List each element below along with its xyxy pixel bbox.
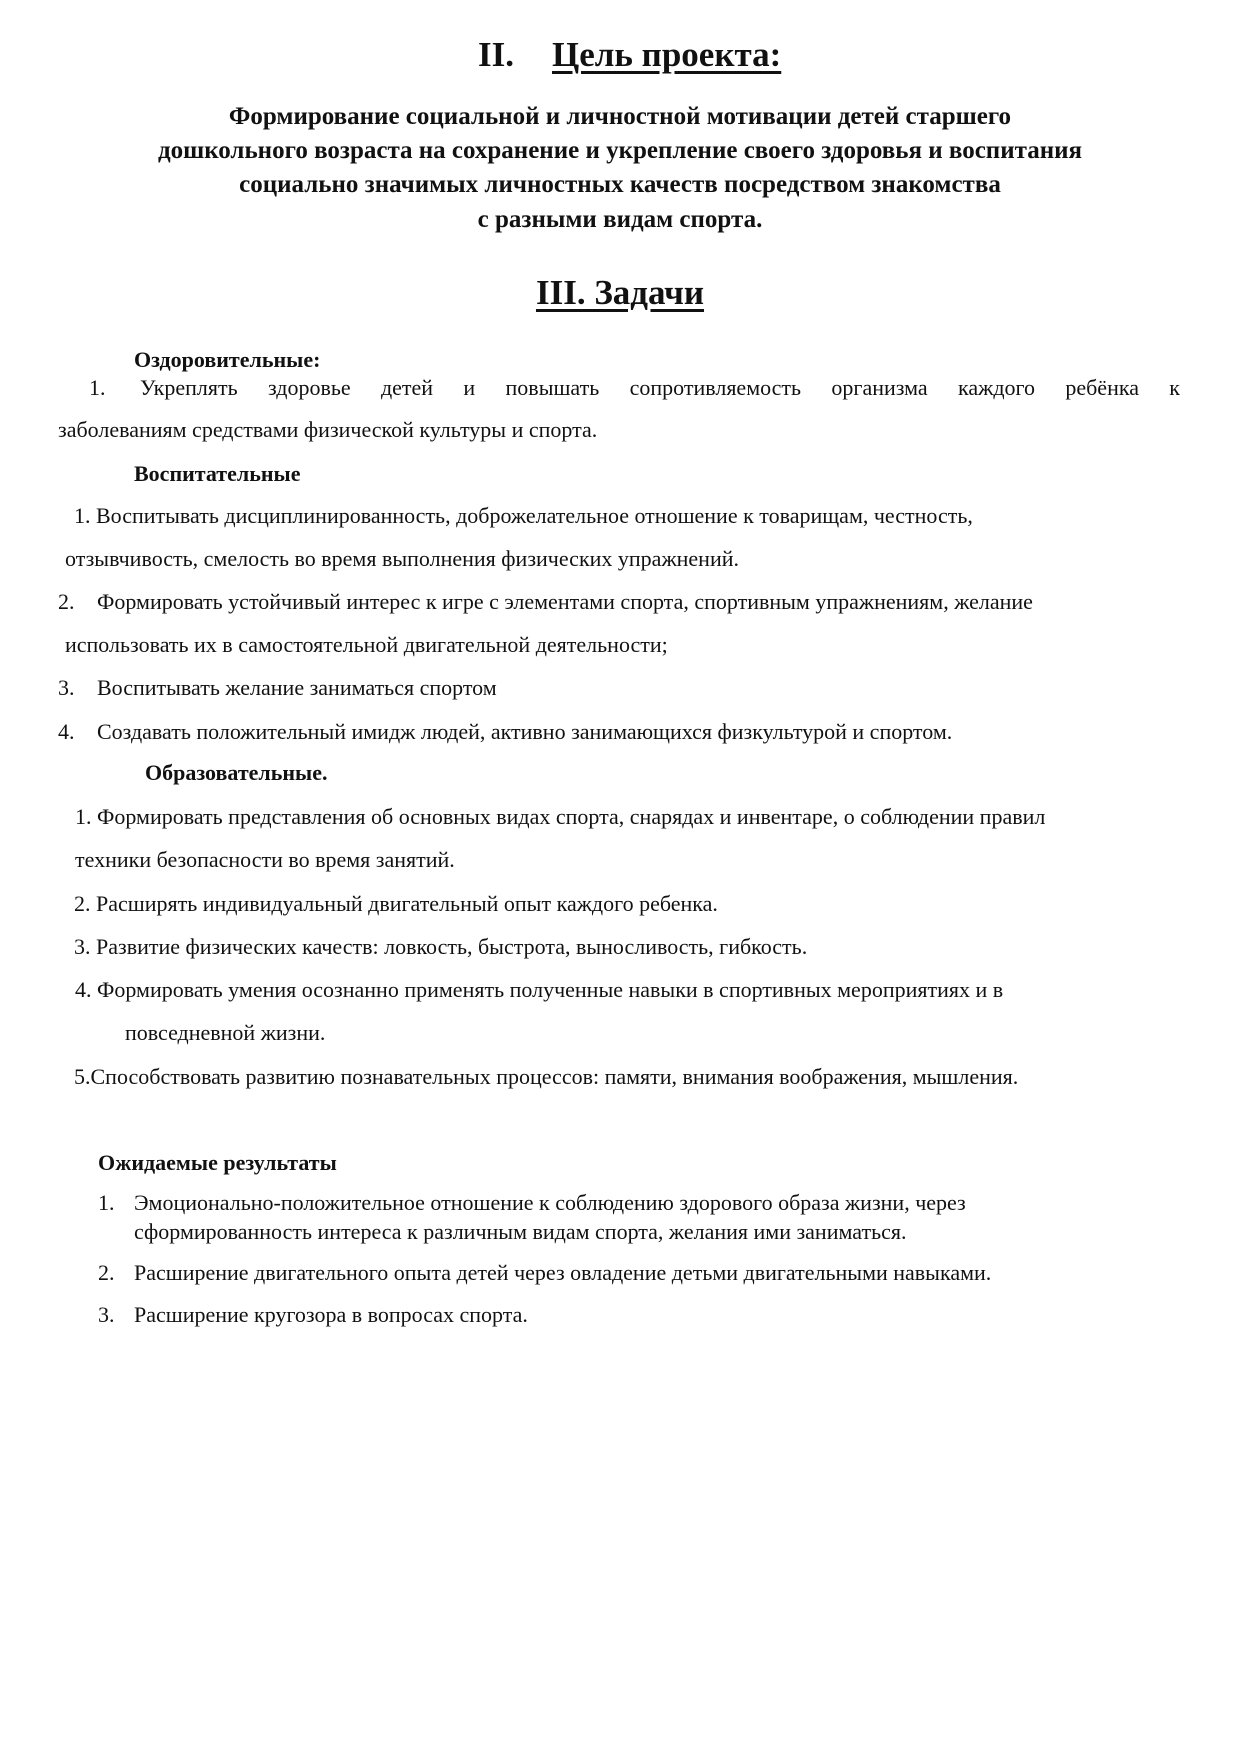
goal-line: с разными видам спорта. xyxy=(477,206,763,233)
education-item-1-cont: техники безопасности во время занятий. xyxy=(75,847,455,872)
item-number: 2. xyxy=(98,1260,115,1285)
item-number: 3. xyxy=(98,1302,115,1327)
upbringing-item-1-cont: отзывчивость, смелость во время выполнения физических упражнений. xyxy=(65,546,739,571)
result-item-1-cont: сформированность интереса к различным видам спорта, желания ими заниматься. xyxy=(134,1219,907,1244)
subheading-upbringing: Воспитательные xyxy=(134,461,301,486)
upbringing-item-3: Воспитывать желание заниматься спортом xyxy=(97,675,497,700)
section-title: Цель проекта: xyxy=(552,35,782,74)
section-number: II. xyxy=(478,35,514,74)
health-item-1-cont: заболеваниям средствами физической культуры и спорта. xyxy=(58,417,598,442)
upbringing-item-2: Формировать устойчивый интерес к игре с элементами спорта, спортивным упражнениям, желание xyxy=(97,589,1033,614)
education-item-3: 3. Развитие физических качеств: ловкость, быстрота, выносливость, гибкость. xyxy=(74,934,808,959)
goal-line: социально значимых личностных качеств посредством знакомства xyxy=(239,171,1001,198)
upbringing-item-1: 1. Воспитывать дисциплинированность, доброжелательное отношение к товарищам, честность, xyxy=(74,503,973,528)
item-number: 1. xyxy=(98,1190,115,1215)
education-item-1: 1. Формировать представления об основных видах спорта, снарядах и инвентаре, о соблюдении правил xyxy=(75,804,1046,829)
item-number: 3. xyxy=(58,675,75,700)
item-number: 1. xyxy=(89,375,106,400)
result-item-3: Расширение кругозора в вопросах спорта. xyxy=(134,1302,528,1327)
education-item-4: 4. Формировать умения осознанно применять полученные навыки в спортивных мероприятиях и в xyxy=(75,977,1004,1002)
goal-line: дошкольного возраста на сохранение и укрепление своего здоровья и воспитания xyxy=(157,137,1083,164)
result-item-1: Эмоционально-положительное отношение к соблюдению здорового образа жизни, через xyxy=(134,1190,966,1215)
education-item-5: 5.Способствовать развитию познавательных процессов: памяти, внимания воображения, мышления. xyxy=(74,1064,1019,1089)
subheading-education: Образовательные. xyxy=(145,760,328,785)
item-number: 2. xyxy=(58,589,75,614)
subheading-results: Ожидаемые результаты xyxy=(98,1150,337,1175)
education-item-4-cont: повседневной жизни. xyxy=(125,1020,326,1045)
upbringing-item-4: Создавать положительный имидж людей, активно занимающихся физкультурой и спортом. xyxy=(97,719,953,744)
education-item-2: 2. Расширять индивидуальный двигательный опыт каждого ребенка. xyxy=(74,891,718,916)
upbringing-item-2-cont: использовать их в самостоятельной двигательной деятельности; xyxy=(65,632,668,657)
tasks-heading: III. Задачи xyxy=(535,273,705,312)
item-number: 4. xyxy=(58,719,75,744)
health-item-1: Укреплять здоровье детей и повышать сопротивляемость организма каждого ребёнка к xyxy=(140,375,1180,400)
goal-line: Формирование социальной и личностной мотивации детей старшего xyxy=(228,103,1012,130)
result-item-2: Расширение двигательного опыта детей через овладение детьми двигательными навыками. xyxy=(134,1260,992,1285)
subheading-health: Оздоровительные: xyxy=(134,347,321,372)
